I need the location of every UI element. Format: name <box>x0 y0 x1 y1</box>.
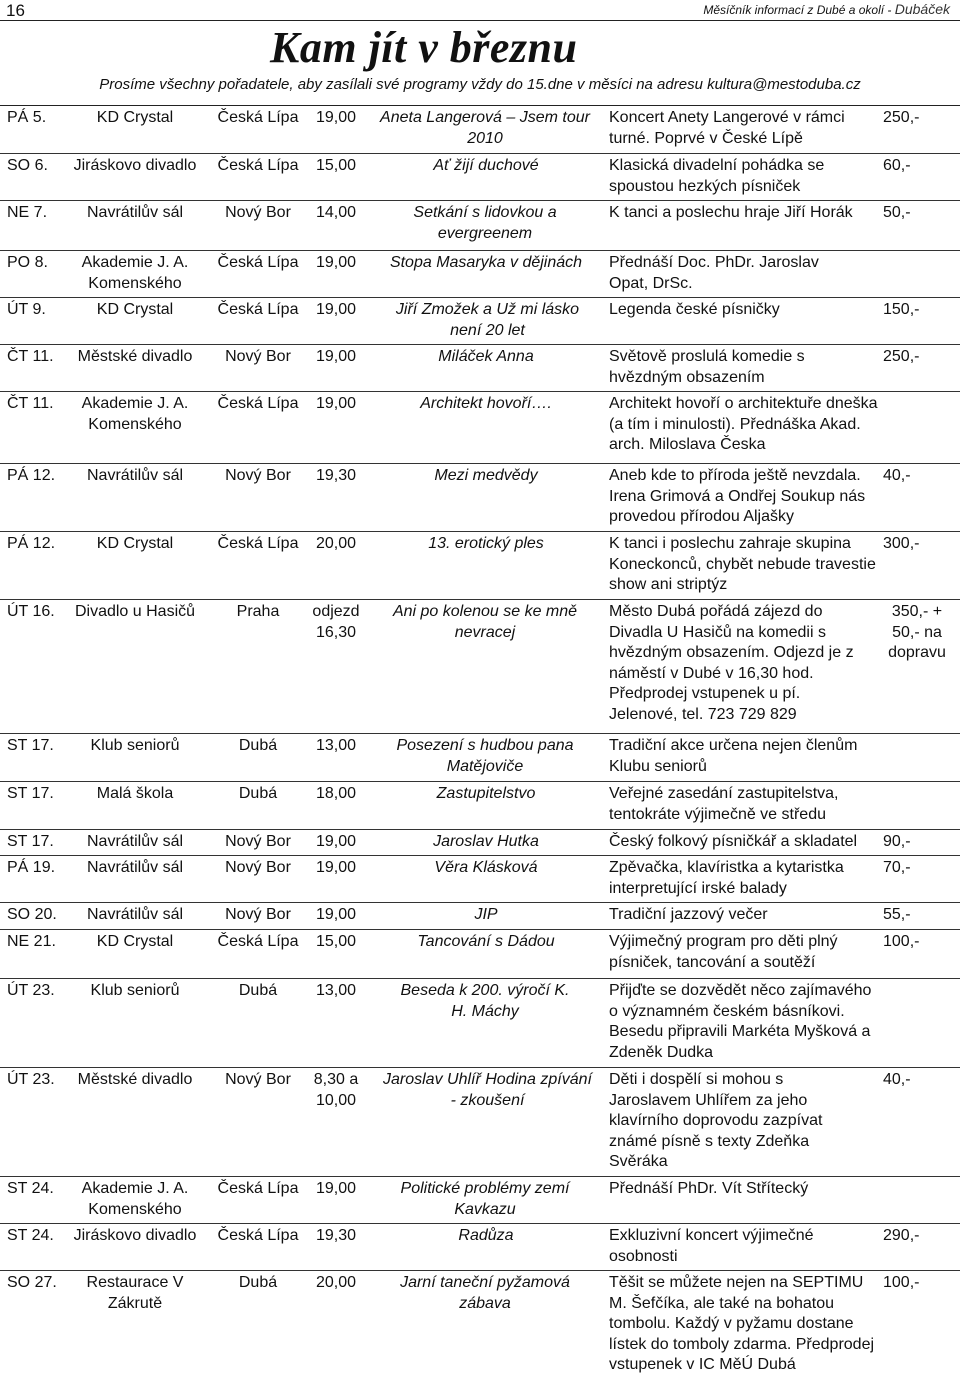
event-time: 20,00 <box>315 1274 357 1291</box>
event-description: K tanci a poslechu hraje Jiří Horák <box>609 204 853 221</box>
event-description: Zpěvačka, klavíristka a kytaristka interpretující irské balady <box>609 859 844 897</box>
event-title: Jiří Zmožek a Už mi lásko není 20 let <box>395 301 580 339</box>
event-description: Město Dubá pořádá zájezd do Divadla U Hasičů na komedii s hvězdným obsazením. Odjezd je z náměstí v Dubé v 16,30 hod. Předprodej vstupenek u pí. Jelenové, tel. 723 729 829 <box>609 603 854 723</box>
event-price: 150,- <box>883 301 920 318</box>
event-description: Děti i dospělí si mohou s Jaroslavem Uhlířem za jeho klavírního doprovodu zazpívat známé písně s texty Zdeňka Svěráka <box>609 1071 823 1170</box>
event-title: Ani po kolenou se ke mně nevracej <box>392 603 578 641</box>
event-description: Legenda české písničky <box>609 301 780 318</box>
event-day: ÚT 16. <box>7 603 55 620</box>
event-description: Architekt hovoří o architektuře dneška (a tím i minulosti). Přednáška Akad. arch. Miloslava Česka <box>609 395 878 453</box>
event-price: 290,- <box>883 1227 920 1244</box>
event-town: Česká Lípa <box>217 1227 299 1244</box>
event-title: Jaroslav Hutka <box>433 833 539 850</box>
event-time: 19,00 <box>315 395 357 412</box>
event-venue: Navrátilův sál <box>86 204 184 221</box>
event-venue: Městské divadlo <box>77 1071 193 1088</box>
event-venue: Jiráskovo divadlo <box>73 157 197 174</box>
event-day: SO 20. <box>7 906 57 923</box>
event-time: 13,00 <box>315 982 357 999</box>
event-day: SO 27. <box>7 1274 57 1291</box>
event-price: 40,- <box>883 1071 911 1088</box>
event-town: Česká Lípa <box>217 395 299 412</box>
event-row <box>0 599 960 733</box>
event-time: 8,30 a 10,00 <box>313 1071 359 1109</box>
event-day: ST 17. <box>7 737 54 754</box>
event-time: 19,00 <box>315 254 357 271</box>
event-description: Exkluzivní koncert výjimečné osobnosti <box>609 1227 814 1265</box>
event-town: Česká Lípa <box>217 301 299 318</box>
event-row <box>0 531 960 599</box>
publication-info <box>703 1 950 17</box>
event-venue: KD Crystal <box>96 933 174 950</box>
event-day: PÁ 12. <box>7 535 56 552</box>
event-town: Česká Lípa <box>217 109 299 126</box>
event-town: Česká Lípa <box>217 933 299 950</box>
event-day: ST 24. <box>7 1227 54 1244</box>
event-title: Stopa Masaryka v dějinách <box>389 254 583 271</box>
events-table <box>0 105 960 1398</box>
event-time: 15,00 <box>315 933 357 950</box>
event-price: 60,- <box>883 157 911 174</box>
event-town: Nový Bor <box>225 1071 291 1088</box>
event-description: Těšit se můžete nejen na SEPTIMU M. Šefčíka, ale také na bohatou tombolu. Každý v pyžamu dostane lístek do tomboly zdarma. Předprodej vstupenek v IC MěÚ Dubá <box>609 1274 875 1373</box>
event-day: ČT 11. <box>7 395 54 412</box>
page-number: 16 <box>6 1 25 20</box>
event-row <box>0 1067 960 1176</box>
event-title: Radůza <box>458 1227 514 1244</box>
event-title: Zastupitelstvo <box>436 785 536 802</box>
event-price: 300,- <box>883 535 920 552</box>
event-time: 19,00 <box>315 1180 357 1197</box>
event-venue: Navrátilův sál <box>86 467 184 484</box>
event-venue: Akademie J. A. Komenského <box>81 1180 189 1218</box>
event-row <box>0 344 960 391</box>
event-time: 15,00 <box>315 157 357 174</box>
header-divider <box>0 20 960 21</box>
event-row <box>0 733 960 781</box>
event-time: 20,00 <box>315 535 357 552</box>
event-town: Dubá <box>238 785 278 802</box>
event-town: Dubá <box>238 1274 278 1291</box>
event-description: Aneb kde to příroda ještě nevzdala. Irena Grimová a Ondřej Soukup nás provedou přírodou Aljašky <box>609 467 866 525</box>
event-title: Setkání s lidovkou a evergreenem <box>413 204 557 242</box>
event-town: Nový Bor <box>225 833 291 850</box>
event-time: 19,30 <box>315 467 357 484</box>
event-time: 14,00 <box>315 204 357 221</box>
event-venue: Akademie J. A. Komenského <box>81 254 189 292</box>
event-price: 55,- <box>883 906 911 923</box>
event-row <box>0 1223 960 1270</box>
event-town: Nový Bor <box>225 859 291 876</box>
event-town: Česká Lípa <box>217 535 299 552</box>
event-town: Nový Bor <box>225 467 291 484</box>
event-town: Dubá <box>238 982 278 999</box>
event-title: Věra Klásková <box>434 859 538 876</box>
page-title: Kam jít v březnu <box>270 23 578 72</box>
event-town: Česká Lípa <box>217 254 299 271</box>
event-venue: Divadlo u Hasičů <box>74 603 196 620</box>
event-row <box>0 105 960 153</box>
event-description: Koncert Anety Langerové v rámci turné. Poprvé v České Lípě <box>609 109 845 147</box>
event-time: 19,00 <box>315 301 357 318</box>
event-price: 100,- <box>883 933 920 950</box>
event-row <box>0 463 960 531</box>
event-time: 19,00 <box>315 109 357 126</box>
event-row <box>0 902 960 929</box>
event-time: 18,00 <box>315 785 357 802</box>
event-description: Klasická divadelní pohádka se spoustou hezkých písniček <box>609 157 825 195</box>
event-row <box>0 391 960 463</box>
event-town: Nový Bor <box>225 204 291 221</box>
event-venue: KD Crystal <box>96 535 174 552</box>
event-town: Dubá <box>238 737 278 754</box>
event-day: NE 7. <box>7 204 48 221</box>
event-price: 350,- + 50,- na dopravu <box>888 603 946 661</box>
event-title: JIP <box>474 906 498 923</box>
event-day: PÁ 19. <box>7 859 56 876</box>
event-price: 50,- <box>883 204 911 221</box>
event-day: ST 24. <box>7 1180 54 1197</box>
event-town: Praha <box>236 603 280 620</box>
event-price: 40,- <box>883 467 911 484</box>
event-venue: Městské divadlo <box>77 348 193 365</box>
page-subtitle: Prosíme všechny pořadatele, aby zasílali své programy vždy do 15.dne v měsíci na adresu kultura@mestoduba.cz <box>99 76 861 93</box>
event-price: 70,- <box>883 859 911 876</box>
event-day: ST 17. <box>7 833 54 850</box>
event-title: Ať žijí duchové <box>433 157 539 174</box>
event-description: Světově proslulá komedie s hvězdným obsazením <box>609 348 805 386</box>
event-row <box>0 978 960 1067</box>
event-venue: Akademie J. A. Komenského <box>81 395 189 433</box>
event-title: Tancování s Dádou <box>417 933 555 950</box>
event-time: odjezd 16,30 <box>312 603 360 641</box>
event-title: Jarní taneční pyžamová zábava <box>400 1274 570 1312</box>
event-venue: Klub seniorů <box>90 737 180 754</box>
event-row <box>0 829 960 855</box>
event-time: 13,00 <box>315 737 357 754</box>
event-day: ČT 11. <box>7 348 54 365</box>
event-day: ST 17. <box>7 785 54 802</box>
event-venue: Jiráskovo divadlo <box>73 1227 197 1244</box>
event-row <box>0 929 960 978</box>
publication-name: Měsíčník informací z Dubé a okolí - <box>703 3 895 17</box>
event-time: 19,00 <box>315 859 357 876</box>
event-title: 13. erotický ples <box>428 535 544 552</box>
event-row <box>0 200 960 250</box>
event-day: ÚT 23. <box>7 982 55 999</box>
event-description: Český folkový písničkář a skladatel <box>609 833 858 850</box>
event-row <box>0 1176 960 1223</box>
event-venue: Navrátilův sál <box>86 906 184 923</box>
event-row <box>0 250 960 297</box>
event-description: K tanci i poslechu zahraje skupina Koneckonců, chybět nebude travestie show ani striptýz <box>609 535 876 593</box>
event-venue: Klub seniorů <box>90 982 180 999</box>
event-day: NE 21. <box>7 933 56 950</box>
publication-brand: Dubáček <box>894 1 950 17</box>
event-title: Aneta Langerová – Jsem tour 2010 <box>380 109 590 147</box>
event-day: PO 8. <box>7 254 48 271</box>
event-venue: Navrátilův sál <box>86 833 184 850</box>
event-title: Miláček Anna <box>438 348 534 365</box>
event-row <box>0 153 960 200</box>
event-time: 19,00 <box>315 348 357 365</box>
event-day: ÚT 9. <box>7 301 46 318</box>
event-town: Nový Bor <box>225 348 291 365</box>
event-row <box>0 781 960 829</box>
event-description: Přednáší PhDr. Vít Střítecký <box>609 1180 809 1197</box>
event-title: Politické problémy zemí Kavkazu <box>400 1180 570 1218</box>
event-day: ÚT 23. <box>7 1071 55 1088</box>
event-price: 250,- <box>883 348 920 365</box>
event-time: 19,00 <box>315 906 357 923</box>
event-description: Výjimečný program pro děti plný písniček, tancování a soutěží <box>609 933 838 971</box>
event-venue: KD Crystal <box>96 301 174 318</box>
event-title: Posezení s hudbou pana Matějoviče <box>396 737 574 775</box>
event-title: Jaroslav Uhlíř Hodina zpívání - zkoušení <box>383 1071 592 1109</box>
event-title: Mezi medvědy <box>434 467 538 484</box>
event-description: Tradiční jazzový večer <box>609 906 768 923</box>
event-description: Veřejné zasedání zastupitelstva, tentokráte výjimečně ve středu <box>609 785 839 823</box>
event-day: SO 6. <box>7 157 48 174</box>
event-town: Nový Bor <box>225 906 291 923</box>
event-description: Přednáší Doc. PhDr. Jaroslav Opat, DrSc. <box>609 254 819 292</box>
event-town: Česká Lípa <box>217 1180 299 1197</box>
event-day: PÁ 5. <box>7 109 47 126</box>
event-venue: KD Crystal <box>96 109 174 126</box>
event-time: 19,30 <box>315 1227 357 1244</box>
event-time: 19,00 <box>315 833 357 850</box>
event-description: Přijďte se dozvědět něco zajímavého o významném českém básníkovi. Besedu připravili Markéta Myšková a Zdeněk Dudka <box>609 982 872 1061</box>
event-row <box>0 1270 960 1398</box>
event-price: 250,- <box>883 109 920 126</box>
event-day: PÁ 12. <box>7 467 56 484</box>
event-description: Tradiční akce určena nejen členům Klubu seniorů <box>609 737 858 775</box>
event-venue: Restaurace V Zákrutě <box>86 1274 184 1312</box>
event-price: 90,- <box>883 833 911 850</box>
event-venue: Malá škola <box>96 785 174 802</box>
event-row <box>0 855 960 902</box>
event-price: 100,- <box>883 1274 920 1291</box>
event-title: Architekt hovoří…. <box>420 395 552 412</box>
event-title: Beseda k 200. výročí K. H. Máchy <box>400 982 570 1020</box>
event-row <box>0 297 960 344</box>
event-town: Česká Lípa <box>217 157 299 174</box>
event-venue: Navrátilův sál <box>86 859 184 876</box>
